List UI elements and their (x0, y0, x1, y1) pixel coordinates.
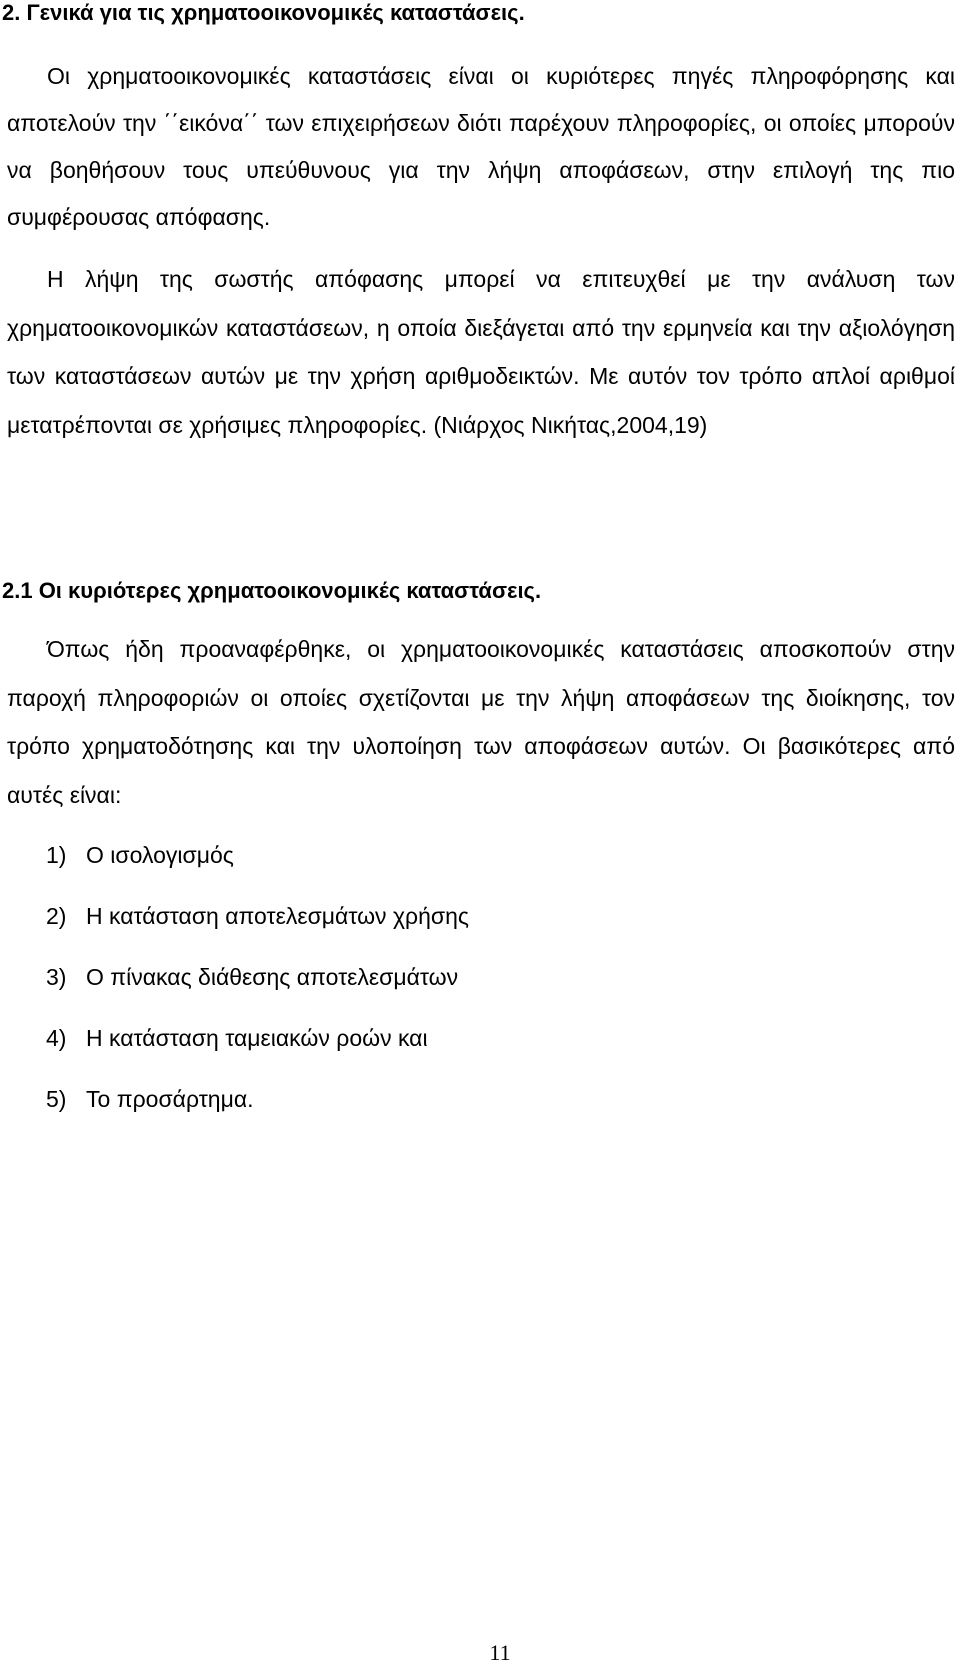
list-item-number: 5) (46, 1086, 67, 1112)
paragraph-intro: Οι χρηματοοικονομικές καταστάσεις είναι οι κυριότερες πηγές πληροφόρησης και αποτελούν την ΄΄εικόνα΄΄ των επιχειρήσεων διότι παρέχουν πληροφορίες, οι οποίες μπορούν να βοηθήσουν τους υπεύθυνους για την λήψη αποφάσεων, στην επιλογή της πιο συμφέρουσας απόφασης. (7, 63, 955, 230)
list-item-number: 1) (46, 842, 67, 868)
list-item-number: 3) (46, 964, 67, 990)
list-item-text: Ο πίνακας διάθεσης αποτελεσμάτων (86, 964, 459, 990)
paragraph-analysis: Η λήψη της σωστής απόφασης μπορεί να επιτευχθεί με την ανάλυση των χρηματοοικονομικών καταστάσεων, η οποία διεξάγεται από την ερμηνεία και την αξιολόγηση των καταστάσεων αυτών με την χρήση αριθμοδεικτών. Με αυτόν τον τρόπο απλοί αριθμοί μετατρέπονται σε χρήσιμες πληροφορίες. (Νιάρχος Νικήτας,2004,19) (7, 266, 955, 438)
list-item-text: Η κατάσταση αποτελεσμάτων χρήσης (86, 903, 469, 929)
list-item (46, 835, 469, 896)
list-item-text: Η κατάσταση ταμειακών ροών και (86, 1025, 428, 1051)
list-item (46, 1079, 469, 1140)
list-item (46, 896, 469, 957)
section-heading: 2. Γενικά για τις χρηματοοικονομικές καταστάσεις. (2, 0, 525, 25)
list-item (46, 1018, 469, 1079)
list-item-text: Ο ισολογισμός (86, 842, 234, 868)
page-number: 11 (489, 1640, 511, 1665)
paragraph-main-statements: Όπως ήδη προαναφέρθηκε, οι χρηματοοικονομικές καταστάσεις αποσκοπούν στην παροχή πληροφοριών οι οποίες σχετίζονται με την λήψη αποφάσεων της διοίκησης, τον τρόπο χρηματοδότησης και την υλοποίηση των αποφάσεων αυτών. Οι βασικότερες από αυτές είναι: (7, 636, 955, 808)
list-item-number: 4) (46, 1025, 67, 1051)
list-item-number: 2) (46, 903, 67, 929)
list-item-text: Το προσάρτημα. (86, 1086, 254, 1112)
list-item (46, 957, 469, 1018)
subsection-heading: 2.1 Οι κυριότερες χρηματοοικονομικές καταστάσεις. (2, 578, 542, 603)
statements-list (46, 835, 469, 1140)
